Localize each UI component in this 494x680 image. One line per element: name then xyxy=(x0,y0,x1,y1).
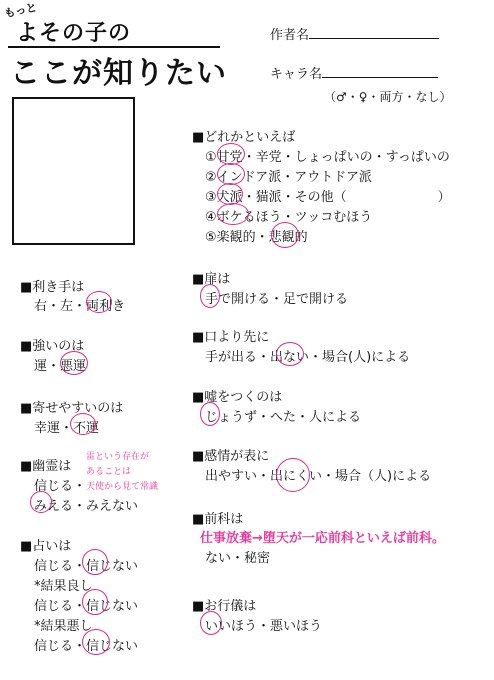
choice-circle xyxy=(271,222,299,248)
right-sec-4-title: ■感情が表に xyxy=(192,449,270,464)
left-sec-2-line-1: 運・悪運 xyxy=(34,359,87,374)
left-sec-5-title: ■占いは xyxy=(20,539,72,554)
chara-field[interactable] xyxy=(270,63,438,82)
ghost-note-3: 天使から見て常識 xyxy=(86,482,159,492)
right-sec-4-line-1: 出やすい・出にくい・場合（人)による xyxy=(205,469,432,484)
choice-circle xyxy=(217,183,243,205)
choice-circle xyxy=(200,284,220,308)
right-sec-2-title: ■口より先に xyxy=(192,330,270,345)
choice-circle xyxy=(276,342,304,366)
right-sec-6-line-1: いいほう・悪いほう xyxy=(205,619,323,634)
choice-circle xyxy=(70,413,96,435)
left-sec-1-title: ■利き手は xyxy=(20,280,85,295)
choice-circle xyxy=(82,629,110,655)
title-motto: もっと xyxy=(3,0,39,21)
right-sec-1-line-1: 手で開ける・足で開ける xyxy=(205,292,349,307)
left-sec-5-line-2: *結果良し xyxy=(34,579,93,594)
author-blank[interactable] xyxy=(309,26,439,39)
left-sec-3-line-1: 幸運・不運 xyxy=(34,421,100,436)
choice-circle xyxy=(60,351,88,375)
left-sec-5-line-3: 信じる・信じない xyxy=(34,599,139,614)
portrait-box[interactable] xyxy=(12,97,135,245)
either-line-5: ⑤楽観的・悲観的 xyxy=(205,230,308,245)
chara-blank[interactable] xyxy=(322,65,438,78)
right-sec-1-title: ■扉は xyxy=(192,272,231,287)
right-sec-6-title: ■お行儀は xyxy=(192,599,257,614)
choice-circle xyxy=(217,203,249,225)
gender-options: （♂・♀・両方・なし） xyxy=(324,90,452,104)
left-sec-4-title: ■幽霊は xyxy=(20,459,72,474)
left-sec-5-line-1: 信じる・信じない xyxy=(34,559,139,574)
left-sec-5-line-5: 信じる・信じない xyxy=(34,639,139,654)
title-line-2: ここが知りたい xyxy=(10,56,227,91)
left-sec-5-line-4: *結果悪し xyxy=(34,619,93,634)
record-handwritten-note: 仕事放棄→堕天が一応前科といえば前科。 xyxy=(200,531,445,546)
title-line-1: よその子の xyxy=(16,21,132,46)
either-title: ■どれかといえば xyxy=(192,130,296,145)
either-line-2: ②インドア派・アウトドア派 xyxy=(205,170,372,185)
choice-circle xyxy=(200,611,222,635)
right-sec-5-title: ■前科は xyxy=(192,512,244,527)
choice-circle xyxy=(217,143,245,165)
choice-circle xyxy=(200,402,220,426)
author-label: 作者名 xyxy=(270,28,310,43)
ghost-note-2: あることは xyxy=(86,467,132,477)
either-line-1: ①甘党・辛党・しょっぱいの・すっぱいの xyxy=(205,150,450,165)
left-sec-2-title: ■強いのは xyxy=(20,339,85,354)
ghost-note-1: 雷という存在が xyxy=(86,452,150,462)
left-sec-3-title: ■寄せやすいのは xyxy=(20,401,124,416)
choice-circle xyxy=(30,491,52,513)
chara-label: キャラ名 xyxy=(270,67,323,82)
author-field[interactable] xyxy=(270,24,439,43)
either-line-4: ④ボケるほう・ツッコむほう xyxy=(205,210,373,225)
left-sec-4-line-1: 信じる・ xyxy=(34,479,87,494)
choice-circle xyxy=(217,163,245,185)
left-sec-4-line-2: みえる・みえない xyxy=(34,499,139,514)
either-line-3: ③犬派・猫派・その他（ ） xyxy=(205,190,451,205)
right-sec-2-line-1: 手が出る・出ない・場合(人)による xyxy=(205,350,411,365)
right-sec-5-line-1: ない・秘密 xyxy=(205,551,271,566)
choice-circle xyxy=(82,589,108,615)
choice-circle xyxy=(86,291,112,313)
right-sec-3-line-1: じょうず・へた・人による xyxy=(205,410,362,425)
choice-circle xyxy=(82,549,108,575)
choice-circle xyxy=(276,458,310,492)
left-sec-1-line-1: 右・左・両利き xyxy=(34,299,126,314)
right-sec-3-title: ■嘘をつくのは xyxy=(192,390,283,405)
